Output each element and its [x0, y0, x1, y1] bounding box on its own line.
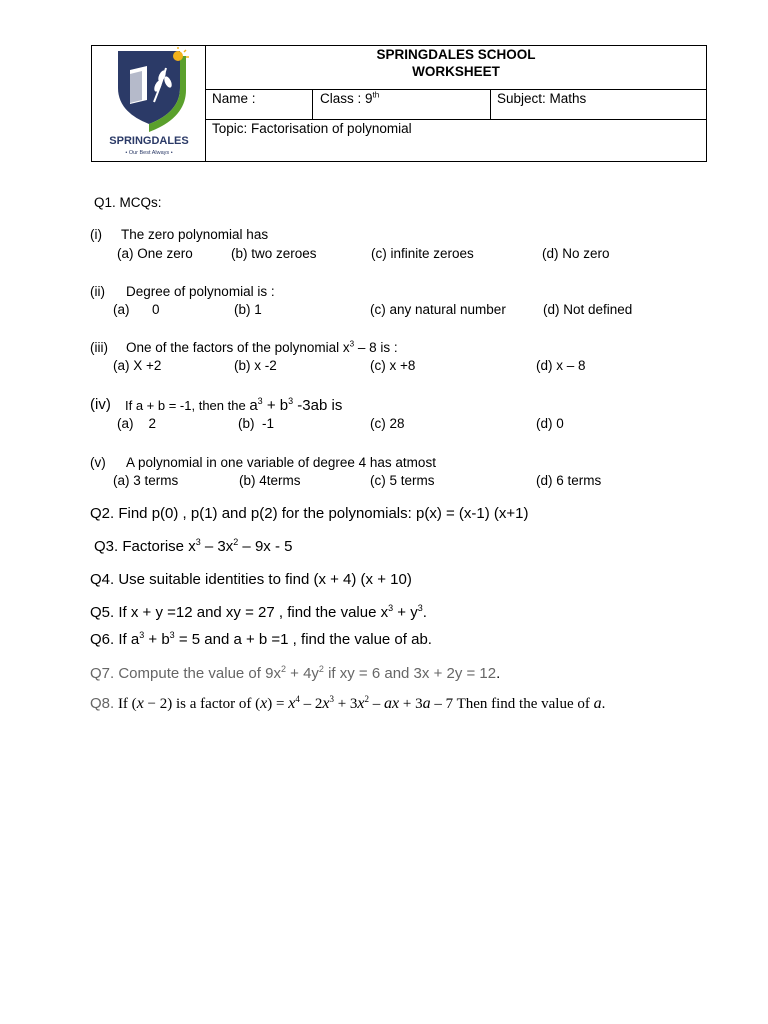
shield-logo-icon [92, 46, 206, 161]
mcq-option: (c) 28 [370, 416, 405, 431]
mcq-option: (a) One zero [117, 246, 193, 261]
name-label: Name : [212, 91, 256, 106]
divider [205, 119, 706, 120]
mcq-question: One of the factors of the polynomial $x^3 - 8$ is : [126, 339, 398, 355]
mcq-question: If a + b = -1, then the $a^3 + b^3$ -3ab is [125, 396, 343, 414]
mcq-option: (c) x +8 [370, 358, 416, 373]
svg-text:• Our Best Always •: • Our Best Always • [125, 150, 173, 156]
mcq-option: (b) x -2 [234, 358, 277, 373]
divider [205, 89, 706, 90]
header-table [91, 45, 707, 162]
divider [490, 89, 491, 120]
school-name: SPRINGDALES SCHOOL [376, 47, 536, 62]
svg-text:SPRINGDALES: SPRINGDALES [109, 135, 189, 147]
mcq-option: (c) any natural number [370, 302, 506, 317]
mcq-option: (d) x – 8 [536, 358, 586, 373]
topic-label: Topic: Factorisation of polynomial [212, 121, 412, 136]
divider [312, 89, 313, 120]
mcq-option: (b) 4terms [239, 473, 301, 488]
mcq-option: (b) -1 [238, 416, 275, 431]
question-8: Q8. If (x − 2) is a factor of $(x) = x^4 - 2x^3 + 3x^2$ – ax + 3a – 7 Then find the value of a. [90, 694, 606, 712]
mcq-number: (iv) [90, 396, 111, 413]
worksheet-title: WORKSHEET [412, 64, 500, 79]
mcq-option: (c) infinite zeroes [371, 246, 474, 261]
mcq-option: (a) 2 [117, 416, 157, 431]
question-5: Q5. If x + y =12 and xy = 27 , find the value $x^3 + y^3$. [90, 603, 427, 621]
question-7: Q7. Compute the value of $9x^2 + 4y^2$ if xy = 6 and 3x + 2y = 12. [90, 664, 501, 682]
mcq-option: (a) X +2 [113, 358, 162, 373]
class-label: Class : 9th [320, 90, 380, 106]
mcq-option: (d) 6 terms [536, 473, 602, 488]
mcq-number: (v) [90, 455, 106, 470]
mcq-option: (a) 3 terms [113, 473, 179, 488]
mcq-option: (b) two zeroes [231, 246, 317, 261]
q1-title: Q1. MCQs: [94, 195, 162, 210]
school-logo [92, 46, 206, 161]
mcq-number: (iii) [90, 340, 108, 355]
mcq-option: (d) Not defined [543, 302, 633, 317]
mcq-question: Degree of polynomial is : [126, 284, 275, 299]
mcq-question: The zero polynomial has [121, 227, 269, 242]
mcq-option: (a) 0 [113, 302, 160, 317]
subject-label: Subject: Maths [497, 91, 587, 106]
question-3: Q3. Factorise $x^3 - 3x^2 - 9x - 5$ [94, 537, 293, 555]
mcq-question: A polynomial in one variable of degree 4 has atmost [126, 455, 436, 470]
mcq-option: (c) 5 terms [370, 473, 435, 488]
question-4: Q4. Use suitable identities to find (x + 4) (x + 10) [90, 571, 412, 588]
mcq-option: (b) 1 [234, 302, 262, 317]
mcq-option: (d) No zero [542, 246, 610, 261]
mcq-option: (d) 0 [536, 416, 564, 431]
mcq-number: (i) [90, 227, 102, 242]
mcq-number: (ii) [90, 284, 105, 299]
question-2: Q2. Find p(0) , p(1) and p(2) for the polynomials: p(x) = (x-1) (x+1) [90, 505, 529, 522]
question-6: Q6. If $a^3 + b^3 = 5$ and a + b =1 , find the value of ab. [90, 630, 432, 648]
